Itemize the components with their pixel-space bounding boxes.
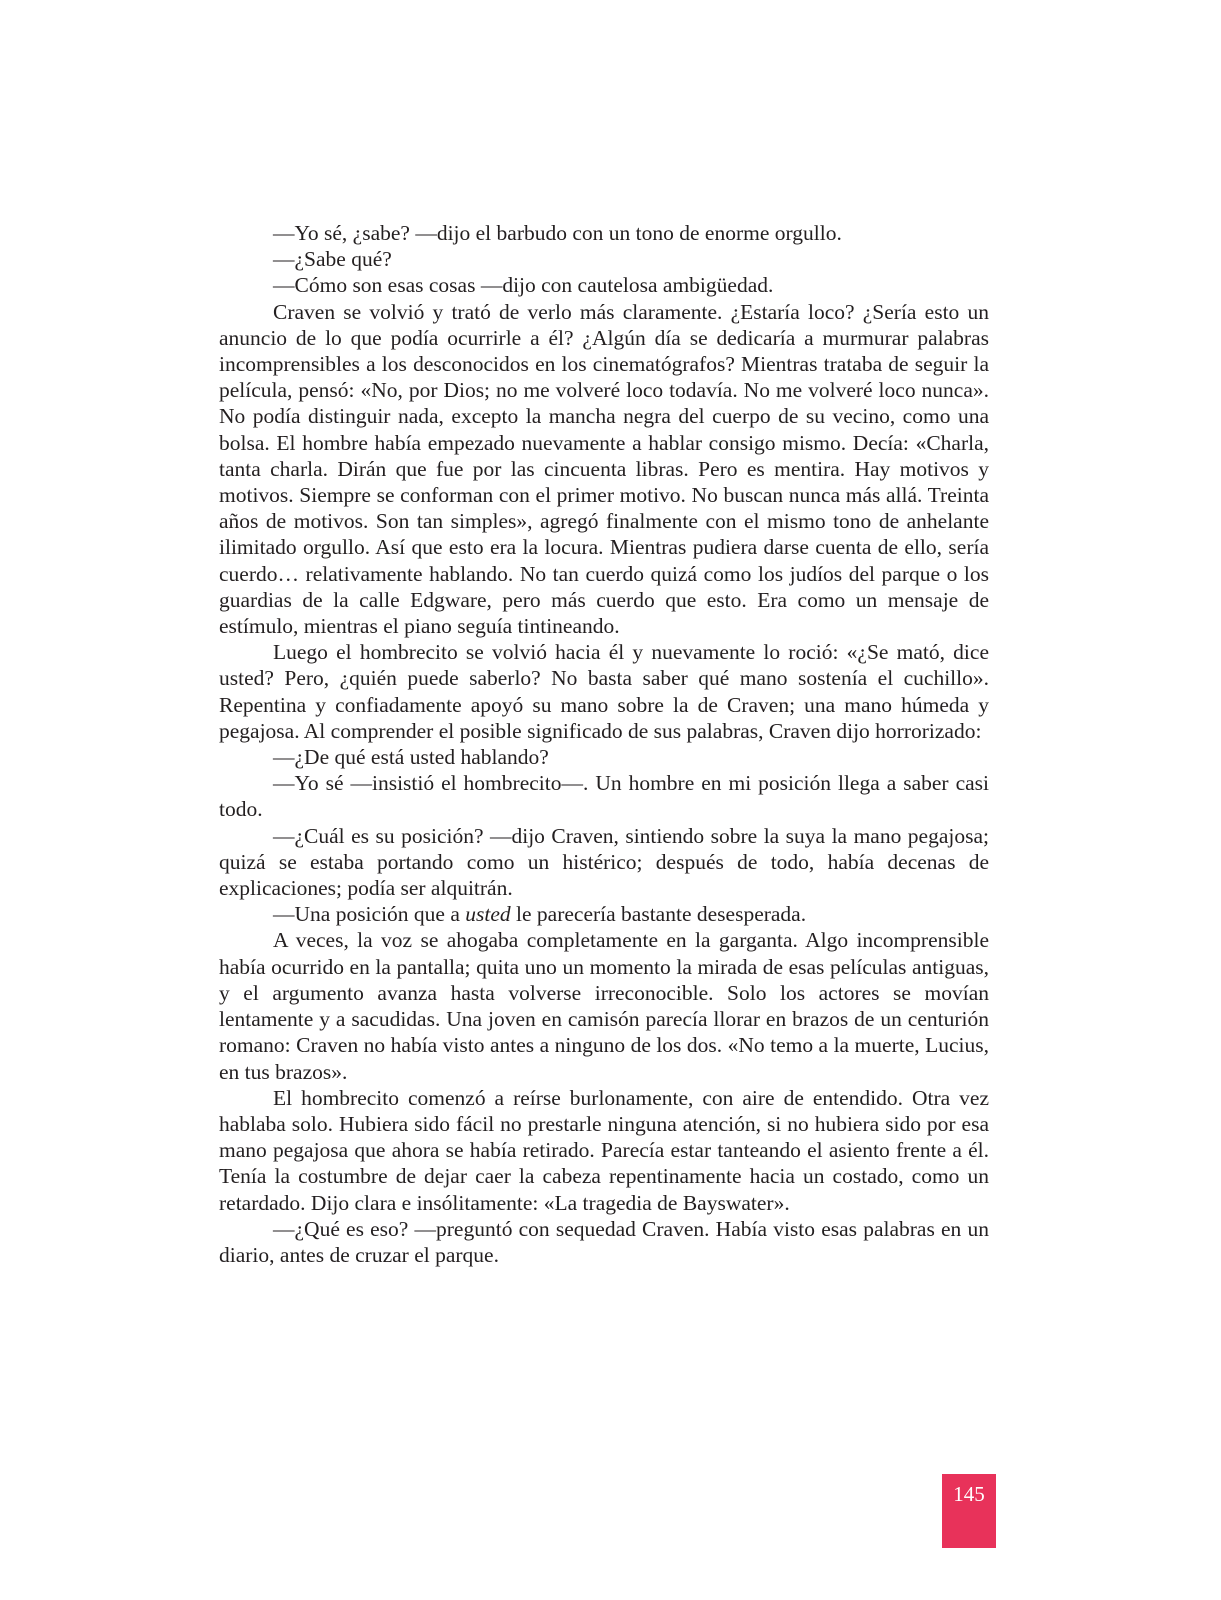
italic-emphasis: usted — [465, 902, 511, 927]
paragraph: Craven se volvió y trató de verlo más claramente. ¿Estaría loco? ¿Sería esto un anuncio de lo que podía ocurrirle a él? ¿Algún día se dedicaría a murmurar palabras incomprensibles a los desconocidos en los cinematógrafos? Mientras trataba de seguir la película, pensó: «No, por Dios; no me volveré loco todavía. No me volveré loco nunca». No podía distinguir nada, excepto la mancha negra del cuerpo de su vecino, como una bolsa. El hombre había empezado nuevamente a hablar consigo mismo. Decía: «Charla, tanta charla. Dirán que fue por las cincuenta libras. Pero es mentira. Hay motivos y motivos. Siempre se conforman con el primer motivo. No buscan nunca más allá. Treinta años de motivos. Son tan simples», agregó finalmente con el mismo tono de anhelante ilimitado orgullo. Así que esto era la locura. Mientras pudiera darse cuenta de ello, sería cuerdo… relativamente hablando. No tan cuerdo quizá como los judíos del parque o los guardias de la calle Edgware, pero más cuerdo que esto. Era como un mensaje de estímulo, mientras el piano seguía tintineando. — [219, 299, 989, 639]
page-number: 145 — [953, 1482, 985, 1506]
paragraph-with-italic — [219, 901, 989, 927]
paragraph: —¿Sabe qué? — [273, 247, 392, 272]
paragraph: El hombrecito comenzó a reírse burlonamente, con aire de entendido. Otra vez hablaba solo. Hubiera sido fácil no prestarle ninguna atención, si no hubiera sido por esa mano pegajosa que ahora se había retirado. Parecía estar tanteando el asiento frente a él. Tenía la costumbre de dejar caer la cabeza repentinamente hacia un costado, como un retardado. Dijo clara e insólitamente: «La tragedia de Bayswater». — [219, 1085, 989, 1215]
paragraph: —Cómo son esas cosas —dijo con cautelosa ambigüedad. — [273, 273, 774, 298]
body-text — [219, 220, 989, 1268]
paragraph: —¿Cuál es su posición? —dijo Craven, sintiendo sobre la suya la mano pegajosa; quizá se estaba portando como un histérico; después de todo, había decenas de explicaciones; podía ser alquitrán. — [219, 823, 989, 901]
paragraph: A veces, la voz se ahogaba completamente en la garganta. Algo incomprensible había ocurrido en la pantalla; quita uno un momento la mirada de esas películas antiguas, y el argumento avanza hasta volverse irreconocible. Solo los actores se movían lentamente y a sacudidas. Una joven en camisón parecía llorar en brazos de un centurión romano: Craven no había visto antes a ninguno de los dos. «No temo a la muerte, Lucius, en tus brazos». — [219, 928, 989, 1084]
page-number-badge — [942, 1474, 996, 1548]
paragraph: —¿Qué es eso? —preguntó con sequedad Craven. Había visto esas palabras en un diario, antes de cruzar el parque. — [219, 1216, 989, 1267]
paragraph-text: le parecería bastante desesperada. — [510, 902, 807, 927]
paragraph: Luego el hombrecito se volvió hacia él y nuevamente lo roció: «¿Se mató, dice usted? Pero, ¿quién puede saberlo? No basta saber qué mano sostenía el cuchillo». Repentina y confiadamente apoyó su mano sobre la de Craven; una mano húmeda y pegajosa. Al comprender el posible significado de sus palabras, Craven dijo horrorizado: — [219, 640, 989, 743]
paragraph: —Yo sé —insistió el hombrecito—. Un hombre en mi posición llega a saber casi todo. — [219, 771, 989, 822]
paragraph: —Yo sé, ¿sabe? —dijo el barbudo con un tono de enorme orgullo. — [273, 221, 842, 245]
paragraph-text: —Una posición que a — [273, 902, 466, 927]
paragraph: —¿De qué está usted hablando? — [273, 745, 549, 770]
